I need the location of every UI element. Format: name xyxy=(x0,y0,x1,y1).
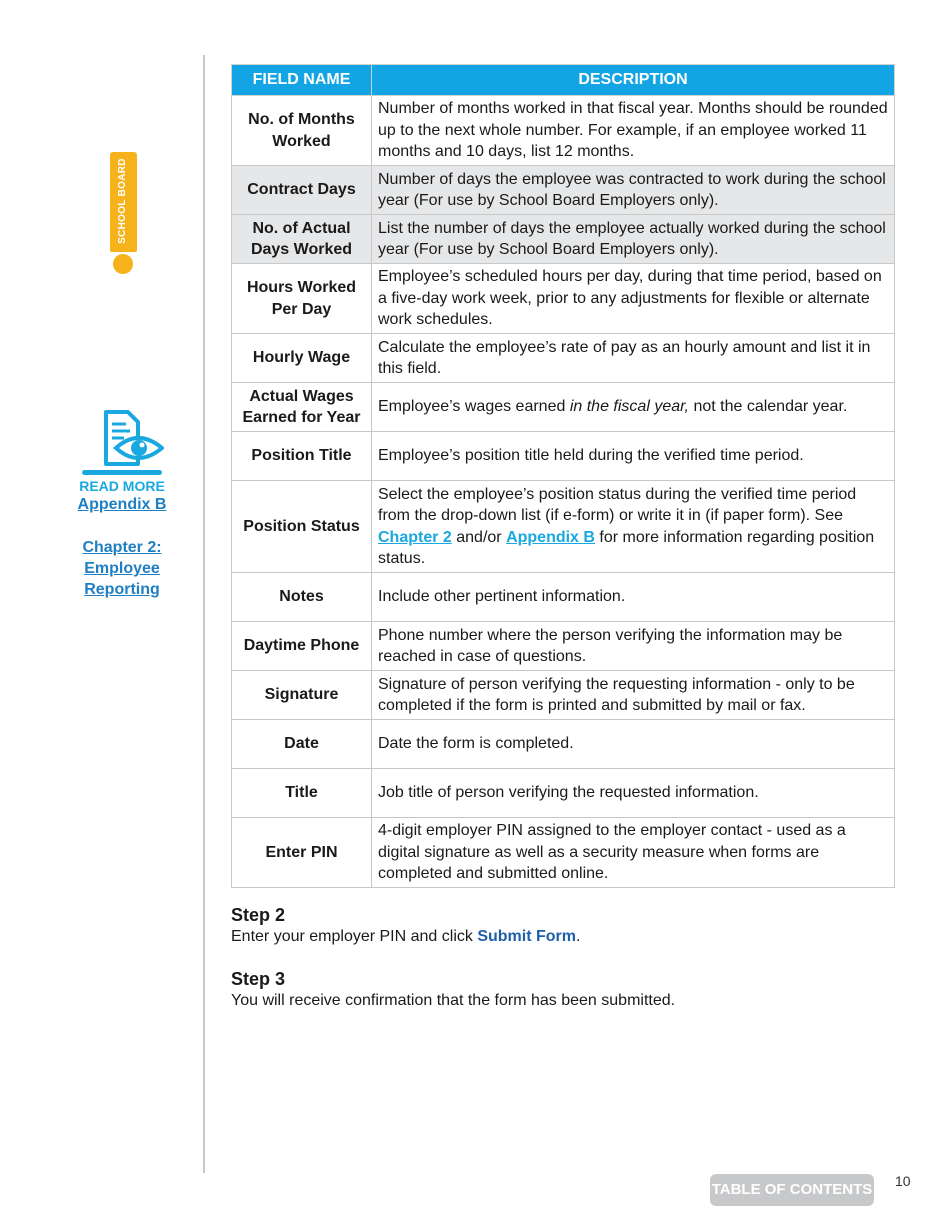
table-row xyxy=(232,96,895,166)
step-2-text: Enter your employer PIN and click Submit Form. xyxy=(231,928,581,945)
page-number: 10 xyxy=(895,1173,911,1189)
table-row xyxy=(232,432,895,481)
table-row xyxy=(232,215,895,264)
school-board-label: SCHOOL BOARD xyxy=(117,158,128,244)
description-cell: Employee’s wages earned in the fiscal year, not the calendar year. xyxy=(372,383,895,432)
field-description-table xyxy=(231,64,895,888)
description-cell: Number of days the employee was contracted to work during the school year (For use by School Board Employers only). xyxy=(372,166,895,215)
step-2-title: Step 2 xyxy=(231,905,286,925)
table-row xyxy=(232,573,895,622)
field-name-cell: Notes xyxy=(232,573,372,622)
description-cell: Calculate the employee’s rate of pay as an hourly amount and list it in this field. xyxy=(372,334,895,383)
table-row xyxy=(232,264,895,334)
field-name-cell: Hours Worked Per Day xyxy=(232,264,372,334)
table-row xyxy=(232,481,895,573)
read-more-label: READ MORE xyxy=(79,478,165,494)
school-board-dot xyxy=(113,254,133,274)
table-row xyxy=(232,622,895,671)
description-cell: Include other pertinent information. xyxy=(372,573,895,622)
read-more-icon xyxy=(80,410,164,476)
appendix-b-link[interactable]: Appendix B xyxy=(77,496,167,513)
description-cell: Date the form is completed. xyxy=(372,720,895,769)
appendix-b-inline-link[interactable]: Appendix B xyxy=(506,528,595,546)
field-name-cell: Position Status xyxy=(232,481,372,573)
field-name-cell: No. of Actual Days Worked xyxy=(232,215,372,264)
table-row xyxy=(232,383,895,432)
field-name-cell: Date xyxy=(232,720,372,769)
chapter-2-inline-link[interactable]: Chapter 2 xyxy=(378,528,452,546)
table-row xyxy=(232,769,895,818)
step-2-block xyxy=(231,904,911,948)
description-cell: Phone number where the person verifying the information may be reached in case of questions. xyxy=(372,622,895,671)
description-cell: 4-digit employer PIN assigned to the employer contact - used as a digital signature as well as a security measure when forms are completed and submitted online. xyxy=(372,818,895,888)
table-row xyxy=(232,818,895,888)
table-of-contents-button[interactable]: TABLE OF CONTENTS xyxy=(710,1174,874,1206)
table-row xyxy=(232,166,895,215)
field-name-cell: Contract Days xyxy=(232,166,372,215)
chapter-2-link-line-2[interactable]: Employee xyxy=(84,560,160,577)
table-header-row xyxy=(232,65,895,96)
read-more-block xyxy=(42,410,202,600)
field-name-cell: Enter PIN xyxy=(232,818,372,888)
description-header: DESCRIPTION xyxy=(372,65,895,96)
table-row xyxy=(232,334,895,383)
school-board-badge xyxy=(110,152,137,274)
step-3-text: You will receive confirmation that the form has been submitted. xyxy=(231,992,676,1009)
description-cell: Job title of person verifying the requested information. xyxy=(372,769,895,818)
table-row xyxy=(232,671,895,720)
description-cell: Employee’s position title held during the verified time period. xyxy=(372,432,895,481)
field-name-cell: Position Title xyxy=(232,432,372,481)
description-cell: Number of months worked in that fiscal year. Months should be rounded up to the next whole number. For example, if an employee worked 11 months and 10 days, list 12 months. xyxy=(372,96,895,166)
field-name-cell: Hourly Wage xyxy=(232,334,372,383)
vertical-divider xyxy=(203,55,205,1173)
chapter-2-link-line-3[interactable]: Reporting xyxy=(84,581,160,598)
description-cell: Employee’s scheduled hours per day, during that time period, based on a five-day work week, prior to any adjustments for flexible or alternate work schedules. xyxy=(372,264,895,334)
field-name-cell: Actual Wages Earned for Year xyxy=(232,383,372,432)
field-name-header: FIELD NAME xyxy=(232,65,372,96)
school-board-bar xyxy=(110,152,137,252)
description-cell: Signature of person verifying the requesting information - only to be completed if the form is printed and submitted by mail or fax. xyxy=(372,671,895,720)
step-3-title: Step 3 xyxy=(231,969,286,989)
step-3-block xyxy=(231,968,911,1012)
table-row xyxy=(232,720,895,769)
field-name-cell: Signature xyxy=(232,671,372,720)
field-name-cell: Title xyxy=(232,769,372,818)
submit-form-label: Submit Form xyxy=(477,928,576,945)
field-name-cell: Daytime Phone xyxy=(232,622,372,671)
chapter-2-link-line-1[interactable]: Chapter 2: xyxy=(82,539,162,556)
description-cell: Select the employee’s position status during the verified time period from the drop-down list (if e-form) or write it in (if paper form). See Chapter 2 and/or Appendix B for more information regarding position status. xyxy=(372,481,895,573)
field-name-cell: No. of Months Worked xyxy=(232,96,372,166)
description-cell: List the number of days the employee actually worked during the school year (For use by School Board Employers only). xyxy=(372,215,895,264)
